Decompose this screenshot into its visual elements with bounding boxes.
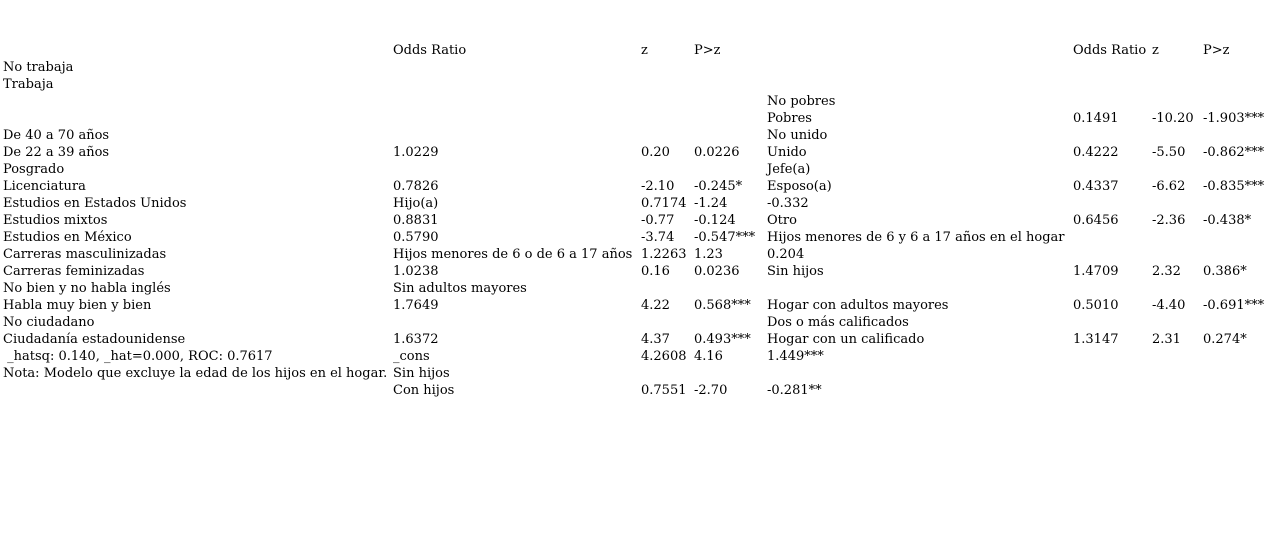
table-row <box>0 110 1280 127</box>
table-cell-c8: -0.862*** <box>1203 145 1265 160</box>
table-cell-c1: Nota: Modelo que excluye la edad de los hijos en el hogar. <box>3 366 388 381</box>
table-row <box>0 212 1280 229</box>
table-cell-c8: -0.438* <box>1203 213 1252 228</box>
table-cell-c6: 0.4222 <box>1073 145 1119 160</box>
table-cell-c3: -3.74 <box>641 230 675 245</box>
table-cell-c4: -0.547*** <box>694 230 756 245</box>
table-cell-c8: 0.274* <box>1203 332 1247 347</box>
table-cell-c1: Ciudadanía estadounidense <box>3 332 186 347</box>
table-cell-c5: Hijos menores de 6 y 6 a 17 años en el hogar <box>767 230 1065 245</box>
table-cell-c6: 0.4337 <box>1073 179 1119 194</box>
table-cell-c3: 0.7551 <box>641 383 687 398</box>
table-cell-c4: 4.16 <box>694 349 723 364</box>
table-cell-c1: No ciudadano <box>3 315 95 330</box>
table-cell-c2: _cons <box>393 349 430 364</box>
table-row <box>0 178 1280 195</box>
table-cell-c5: Dos o más calificados <box>767 315 909 330</box>
table-cell-c5: Otro <box>767 213 797 228</box>
table-cell-c5: Esposo(a) <box>767 179 832 194</box>
table-cell-c7: -2.36 <box>1152 213 1186 228</box>
table-cell-c7: -6.62 <box>1152 179 1186 194</box>
table-cell-c4: 1.23 <box>694 247 723 262</box>
table-cell-c1: Carreras masculinizadas <box>3 247 167 262</box>
table-cell-c6: 1.3147 <box>1073 332 1119 347</box>
table-cell-c1: No bien y no habla inglés <box>3 281 171 296</box>
table-row <box>0 42 1280 59</box>
table-cell-c8: -1.903*** <box>1203 111 1265 126</box>
table-row <box>0 246 1280 263</box>
table-cell-c5: No unido <box>767 128 828 143</box>
table-cell-c4: 0.0226 <box>694 145 740 160</box>
table-row <box>0 127 1280 144</box>
table-row <box>0 365 1280 382</box>
table-cell-c8: 0.386* <box>1203 264 1247 279</box>
table-cell-c3: 4.22 <box>641 298 670 313</box>
table-row <box>0 331 1280 348</box>
table-cell-c3: 4.2608 <box>641 349 687 364</box>
table-cell-c1: Carreras feminizadas <box>3 264 145 279</box>
table-cell-c2: 0.8831 <box>393 213 439 228</box>
table-cell-c5: 1.449*** <box>767 349 824 364</box>
table-cell-c1: De 22 a 39 años <box>3 145 110 160</box>
table-cell-c3: 0.7174 <box>641 196 687 211</box>
table-cell-c5: Jefe(a) <box>767 162 811 177</box>
table-row <box>0 314 1280 331</box>
table-cell-c5: Hogar con un calificado <box>767 332 925 347</box>
table-cell-c3: 4.37 <box>641 332 670 347</box>
table-cell-c3: z <box>641 43 648 58</box>
table-cell-c4: -0.124 <box>694 213 736 228</box>
table-cell-c5: No pobres <box>767 94 836 109</box>
table-cell-c1: Estudios mixtos <box>3 213 108 228</box>
table-cell-c1: De 40 a 70 años <box>3 128 110 143</box>
table-cell-c1: Estudios en Estados Unidos <box>3 196 187 211</box>
table-cell-c4: 0.493*** <box>694 332 751 347</box>
table-cell-c7: 2.31 <box>1152 332 1181 347</box>
table-row <box>0 348 1280 365</box>
table-cell-c3: 1.2263 <box>641 247 687 262</box>
table-cell-c1: _hatsq: 0.140, _hat=0.000, ROC: 0.7617 <box>3 349 273 364</box>
table-cell-c8: -0.835*** <box>1203 179 1265 194</box>
table-cell-c1: Habla muy bien y bien <box>3 298 152 313</box>
table-cell-c4: P>z <box>694 43 721 58</box>
table-cell-c6: 1.4709 <box>1073 264 1119 279</box>
table-cell-c3: 0.20 <box>641 145 670 160</box>
table-row <box>0 59 1280 76</box>
table-cell-c3: -0.77 <box>641 213 675 228</box>
table-cell-c7: z <box>1152 43 1159 58</box>
table-cell-c1: Posgrado <box>3 162 65 177</box>
table-cell-c2: 0.5790 <box>393 230 439 245</box>
table-cell-c4: -1.24 <box>694 196 728 211</box>
table-cell-c2: Con hijos <box>393 383 455 398</box>
table-cell-c2: Sin hijos <box>393 366 450 381</box>
table-cell-c5: Pobres <box>767 111 812 126</box>
table-cell-c3: 0.16 <box>641 264 670 279</box>
table-row <box>0 161 1280 178</box>
table-cell-c6: 0.5010 <box>1073 298 1119 313</box>
table-cell-c7: 2.32 <box>1152 264 1181 279</box>
table-row <box>0 280 1280 297</box>
table-cell-c4: 0.0236 <box>694 264 740 279</box>
table-cell-c4: 0.568*** <box>694 298 751 313</box>
table-cell-c5: Unido <box>767 145 807 160</box>
table-cell-c4: -2.70 <box>694 383 728 398</box>
table-cell-c7: -5.50 <box>1152 145 1186 160</box>
table-cell-c2: 1.0238 <box>393 264 439 279</box>
table-cell-c3: -2.10 <box>641 179 675 194</box>
table-cell-c1: No trabaja <box>3 60 74 75</box>
table-row <box>0 195 1280 212</box>
table-row <box>0 76 1280 93</box>
table-cell-c2: Odds Ratio <box>393 43 467 58</box>
table-cell-c8: -0.691*** <box>1203 298 1265 313</box>
table-row <box>0 144 1280 161</box>
table-cell-c2: 0.7826 <box>393 179 439 194</box>
table-cell-c5: 0.204 <box>767 247 805 262</box>
table-cell-c7: -4.40 <box>1152 298 1186 313</box>
table-cell-c4: -0.245* <box>694 179 743 194</box>
table-cell-c5: -0.332 <box>767 196 809 211</box>
table-cell-c2: Hijo(a) <box>393 196 439 211</box>
table-cell-c2: Hijos menores de 6 o de 6 a 17 años <box>393 247 633 262</box>
table-cell-c2: 1.0229 <box>393 145 439 160</box>
table-cell-c6: 0.6456 <box>1073 213 1119 228</box>
table-row <box>0 297 1280 314</box>
table-cell-c5: Sin hijos <box>767 264 824 279</box>
table-cell-c5: -0.281** <box>767 383 822 398</box>
table-row <box>0 93 1280 110</box>
table-cell-c5: Hogar con adultos mayores <box>767 298 949 313</box>
table-row <box>0 382 1280 399</box>
table-cell-c6: 0.1491 <box>1073 111 1119 126</box>
table-cell-c1: Estudios en México <box>3 230 132 245</box>
table-row <box>0 263 1280 280</box>
table-cell-c1: Licenciatura <box>3 179 86 194</box>
table-cell-c7: -10.20 <box>1152 111 1194 126</box>
table-cell-c8: P>z <box>1203 43 1230 58</box>
table-cell-c2: 1.7649 <box>393 298 439 313</box>
table-cell-c6: Odds Ratio <box>1073 43 1147 58</box>
table-cell-c2: 1.6372 <box>393 332 439 347</box>
table-cell-c1: Trabaja <box>3 77 54 92</box>
table-cell-c2: Sin adultos mayores <box>393 281 527 296</box>
table-row <box>0 229 1280 246</box>
